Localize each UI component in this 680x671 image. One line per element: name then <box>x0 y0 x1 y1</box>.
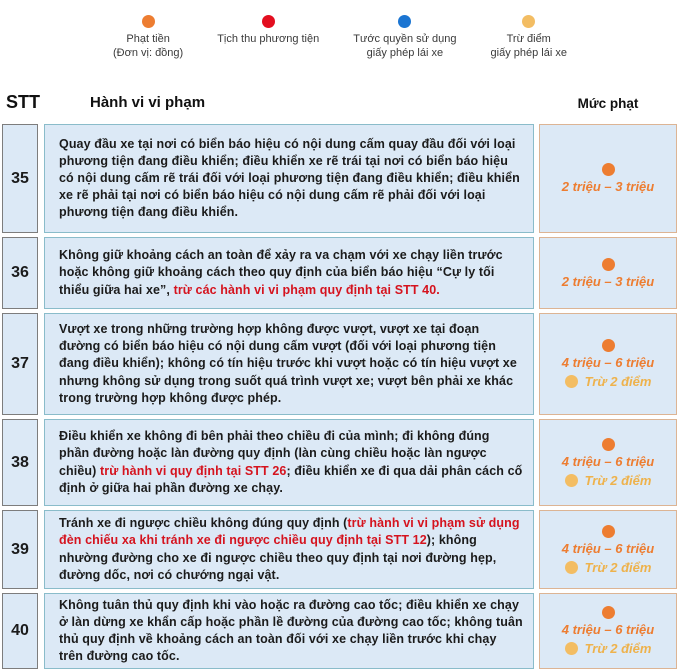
points-dot-icon <box>565 642 578 655</box>
points-dot-icon <box>565 375 578 388</box>
penalty-cell <box>539 124 677 233</box>
points-dot-icon <box>565 561 578 574</box>
table-row <box>2 419 678 506</box>
legend <box>0 15 680 61</box>
points-deduction <box>565 641 652 656</box>
points-deduction <box>565 560 652 575</box>
fine-amount: 4 triệu – 6 triệu <box>561 453 655 469</box>
points-label: Trừ 2 điểm <box>584 559 652 575</box>
fine-dot-icon <box>602 606 615 619</box>
violation-description: Không tuân thủ quy định khi vào hoặc ra đường cao tốc; điều khiển xe chạy ở làn dừng xe khẩn cấp hoặc phần lề đường của đường cao tốc; không tuân thủ quy định về khoảng cách an toàn đối với xe chạy liền trước khi chạy trên đường cao tốc. <box>44 593 534 669</box>
penalty-cell <box>539 510 677 589</box>
table-row <box>2 124 678 233</box>
legend-label: Trừ điểm giấy phép lái xe <box>490 33 567 59</box>
legend-item <box>113 15 183 61</box>
table-header <box>0 92 680 120</box>
fine-amount: 4 triệu – 6 triệu <box>561 540 655 556</box>
fine-dot-icon <box>602 163 615 176</box>
fine-amount: 4 triệu – 6 triệu <box>561 355 655 370</box>
row-number: 36 <box>2 237 38 309</box>
table-row <box>2 313 678 415</box>
violation-description: Điều khiển xe không đi bên phải theo chiều đi của mình; đi không đúng phần đường hoặc làn đường quy định (làn cùng chiều hoặc làn ngược chiều) trừ hành vi quy định tại STT 26; điều khiển xe đi qua dải phân cách cố định ở giữa hai phần đường xe chạy. <box>44 419 534 506</box>
legend-item <box>217 15 319 47</box>
violation-description: Không giữ khoảng cách an toàn để xảy ra va chạm với xe chạy liền trước hoặc không giữ khoảng cách theo quy định của biển báo hiệu “Cự ly tối thiểu giữa hai xe”, trừ các hành vi vi phạm quy định tại STT 40. <box>44 237 534 309</box>
points-label: Trừ 2 điểm <box>584 472 652 488</box>
row-number: 39 <box>2 510 38 589</box>
table-row <box>2 510 678 589</box>
fine-dot-icon <box>602 525 615 538</box>
row-number: 35 <box>2 124 38 233</box>
legend-label: Tước quyền sử dụng giấy phép lái xe <box>353 33 457 59</box>
penalty-cell <box>539 313 677 415</box>
penalty-cell <box>539 593 677 669</box>
fine-amount: 2 triệu – 3 triệu <box>561 273 655 289</box>
violation-description: Quay đầu xe tại nơi có biển báo hiệu có nội dung cấm quay đầu đối với loại phương tiện đang điều khiển; điều khiển xe rẽ trái tại nơi có biển báo hiệu có nội dung cấm rẽ trái đối với loại phương tiện đang điều khiển; điều khiển xe rẽ phải tại nơi có biển báo hiệu có nội dung cấm rẽ phải đối với loại phương tiện đang điều khiển. <box>44 124 534 233</box>
points-deduction <box>565 374 652 389</box>
fine-dot-icon <box>602 339 615 352</box>
orange-dot-icon <box>142 15 155 28</box>
header-stt: STT <box>6 92 40 112</box>
legend-item <box>353 15 456 61</box>
points-dot-icon <box>565 474 578 487</box>
table-row <box>2 593 678 669</box>
violations-table <box>2 124 678 671</box>
header-behavior: Hành vi vi phạm <box>90 94 206 111</box>
table-row <box>2 237 678 309</box>
row-number: 40 <box>2 593 38 669</box>
yellow-dot-icon <box>522 15 535 28</box>
row-number: 37 <box>2 313 38 415</box>
fine-dot-icon <box>602 438 615 451</box>
violation-description: Tránh xe đi ngược chiều không đúng quy định (trừ hành vi vi phạm sử dụng đèn chiếu xa khi tránh xe đi ngược chiều quy định tại STT 12); không nhường đường cho xe đi ngược chiều theo quy định tại nơi đường hẹp, đường dốc, nơi có chướng ngại vật. <box>44 510 534 589</box>
legend-label: Phạt tiền (Đơn vị: đồng) <box>113 33 184 59</box>
red-dot-icon <box>262 15 275 28</box>
points-label: Trừ 2 điểm <box>584 374 652 389</box>
points-label: Trừ 2 điểm <box>584 641 652 656</box>
row-number: 38 <box>2 419 38 506</box>
points-deduction <box>565 473 652 488</box>
blue-dot-icon <box>398 15 411 28</box>
fine-amount: 2 triệu – 3 triệu <box>561 179 655 194</box>
penalty-cell <box>539 237 677 309</box>
fine-dot-icon <box>602 258 615 271</box>
legend-item <box>491 15 567 61</box>
legend-label: Tịch thu phương tiện <box>217 33 320 45</box>
fine-amount: 4 triệu – 6 triệu <box>561 622 655 637</box>
header-penalty: Mức phạt <box>577 96 639 111</box>
violation-description: Vượt xe trong những trường hợp không được vượt, vượt xe tại đoạn đường có biển báo hiệu có nội dung cấm vượt (đối với loại phương tiện đang điều khiển); không có tín hiệu trước khi vượt hoặc có tín hiệu vượt xe nhưng không sử dụng trong suốt quá trình vượt xe; vượt bên phải xe khác trong trường hợp không được phép. <box>44 313 534 415</box>
penalty-cell <box>539 419 677 506</box>
